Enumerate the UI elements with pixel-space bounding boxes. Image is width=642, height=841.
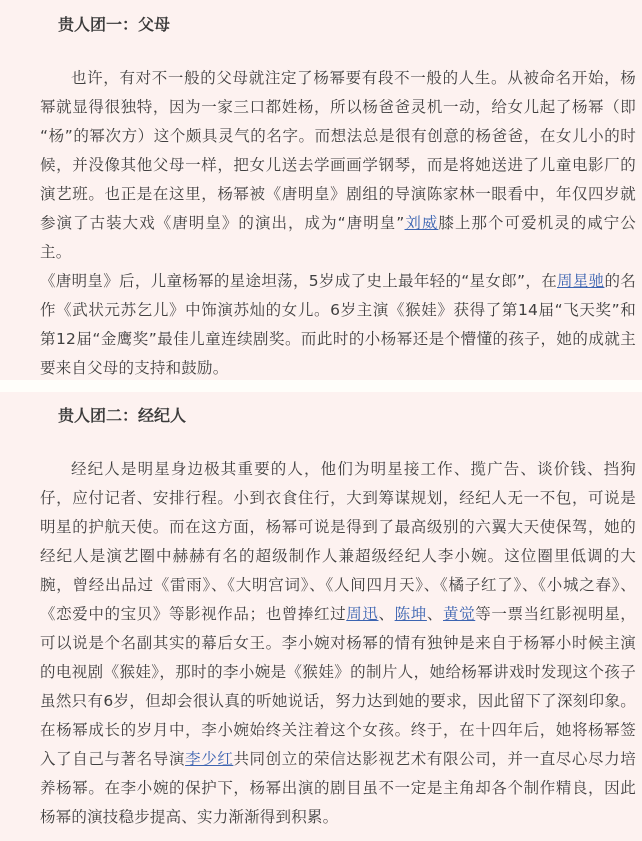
section-heading-agent: 贵人团二：经纪人 xyxy=(58,406,187,425)
link-huang-jue[interactable]: 黄觉 xyxy=(443,605,476,623)
link-zhou-xingchi[interactable]: 周星驰 xyxy=(557,272,605,290)
link-chen-kun[interactable]: 陈坤 xyxy=(394,605,427,623)
paragraph xyxy=(40,267,636,383)
paragraph-text: 共同创立的荣信达影视艺术有限公司，并一直尽心尽力培养杨幂。在李小婉的保护下，杨幂出演的剧目虽不一定是主角却各个制作精良，因此杨幂的演技稳步提高、实力渐渐得到积累。 xyxy=(40,750,636,826)
link-li-shaohong[interactable]: 李少红 xyxy=(185,750,234,768)
paragraph-text: 、 xyxy=(378,605,395,623)
paragraph-text: 等一票当红影视明星，可以说是个名副其实的幕后女王。李小婉对杨幂的情有独钟是来自于杨幂小时候主演的电视剧《猴娃》，那时的李小婉是《猴娃》的制片人，她给杨幂讲戏时发现这个孩子虽然只有6岁，但却会很认真的听她说话，努力达到她的要求，因此留下了深刻印象。在杨幂成长的岁月中，李小婉始终关注着这个女孩。终于，在十四年后，她将杨幂签入了自己与著名导演 xyxy=(40,605,637,768)
paragraph-text: 膝上那个可爱机灵的咸宁公主。 xyxy=(40,214,636,261)
section-benefactor-agent xyxy=(0,392,642,841)
paragraph-text: 的名作《武状元苏乞儿》中饰演苏灿的女儿。6岁主演《猴娃》获得了第14届“飞天奖”和第12届“金鹰奖”最佳儿童连续剧奖。而此时的小杨幂还是个懵懂的孩子，她的成就主要来自父母的支持和鼓励。 xyxy=(40,272,636,377)
section-heading-parents: 贵人团一：父母 xyxy=(58,15,171,34)
paragraph-text: 也许，有对不一般的父母就注定了杨幂要有段不一般的人生。从被命名开始，杨幂就显得很独特，因为一家三口都姓杨，所以杨爸爸灵机一动，给女儿起了杨幂（即“杨”的幂次方）这个颇具灵气的名字。而想法总是很有创意的杨爸爸，在女儿小的时候，并没像其他父母一样，把女儿送去学画画学钢琴，而是将她送进了儿童电影厂的演艺班。也正是在这里，杨幂被《唐明皇》剧组的导演陈家林一眼看中，年仅四岁就参演了古装大戏《唐明皇》的演出，成为“唐明皇” xyxy=(40,69,636,232)
link-zhou-xun[interactable]: 周迅 xyxy=(346,605,379,623)
paragraph-text: 、 xyxy=(426,605,443,623)
paragraph xyxy=(40,64,636,267)
link-liu-wei[interactable]: 刘威 xyxy=(404,214,439,232)
paragraph xyxy=(40,455,636,832)
section-body-parents xyxy=(40,64,636,383)
paragraph-text: 经纪人是明星身边极其重要的人，他们为明星接工作、揽广告、谈价钱、挡狗仔，应付记者、安排行程。小到衣食住行，大到筹谋规划，经纪人无一不包，可说是明星的护航天使。而在这方面，杨幂可说是得到了最高级别的六翼大天使保驾，她的经纪人是演艺圈中赫赫有名的超级制作人兼超级经纪人李小婉。这位圈里低调的大腕，曾经出品过《雷雨》、《大明宫词》、《人间四月天》、《橘子红了》、《小城之春》、《恋爱中的宝贝》等影视作品；也曾捧红过 xyxy=(40,460,636,623)
paragraph-text: 《唐明皇》后，儿童杨幂的星途坦荡，5岁成了史上最年轻的“星女郎”，在 xyxy=(40,272,558,290)
section-body-agent xyxy=(40,455,636,832)
section-benefactor-parents xyxy=(0,0,642,380)
